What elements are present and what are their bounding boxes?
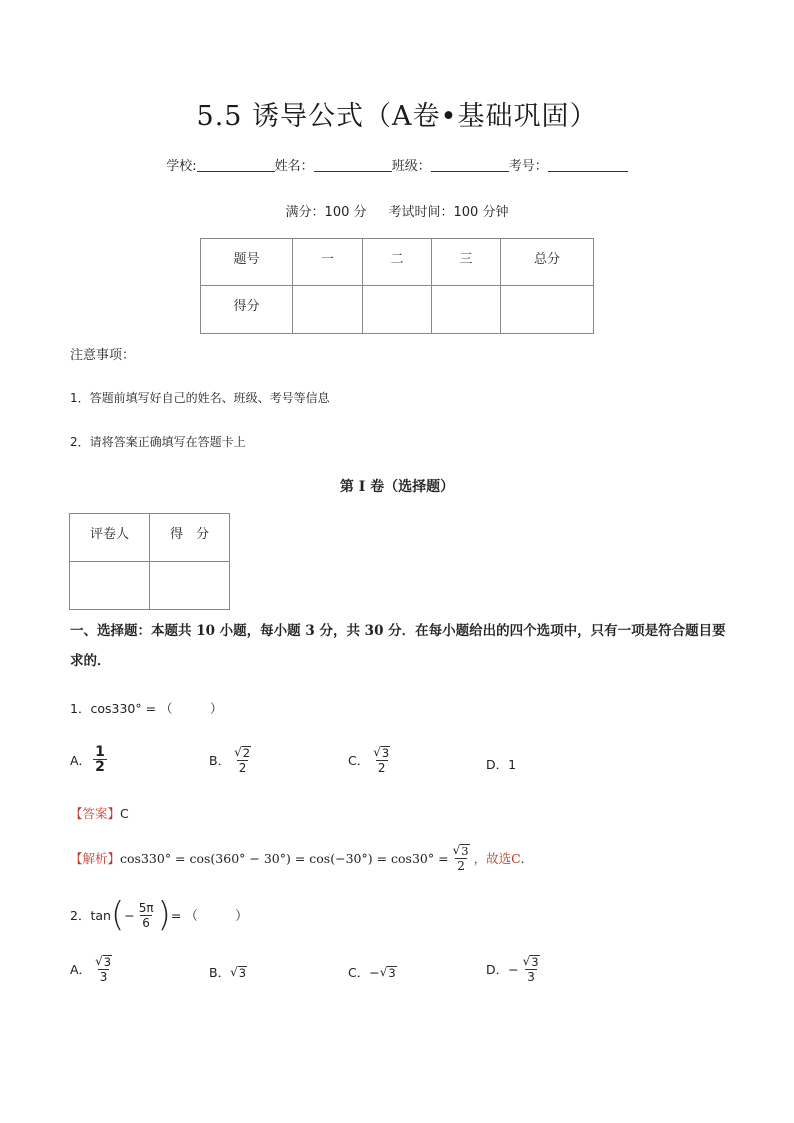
option-label: B． [209,965,231,980]
score-table [200,238,594,334]
question-text: cos330° = （ ） [90,701,223,716]
score-table-score-row [201,286,594,334]
radicand: 3 [531,955,539,969]
q1-answer [70,804,129,822]
part-one-intro: 一、选择题：本题共 10 小题，每小题 3 分，共 30 分．在每小题给出的四个选项中，只有一项是符合题目要求的． [70,623,726,669]
score-cell[interactable] [293,286,363,334]
grader-cell[interactable] [70,562,150,610]
denominator: 2 [377,761,386,775]
fraction [232,745,253,775]
denominator: 2 [95,759,105,775]
radicand: 2 [242,746,251,760]
grader-header: 评卷人 [70,514,150,562]
exam-time: 考试时间：100 分钟 [388,205,509,220]
q1-option-d[interactable] [486,755,516,773]
negative-sign: − [124,907,135,923]
right-paren: ) [157,895,171,935]
class-label: 班级： [391,159,431,174]
radicand: 3 [103,955,112,969]
note-item: 2．请将答案正确填写在答题卡上 [70,435,246,449]
section-title: 第 I 卷（选择题） [339,479,455,495]
denominator: 2 [238,761,247,775]
grader-table [69,513,230,610]
school-label: 学校: [166,159,197,174]
number-label: 考号： [508,159,548,174]
sqrt-symbol: √ 3 [452,843,469,858]
option-label: B． [209,753,231,768]
sqrt-symbol: √ 3 [522,954,539,969]
option-label: C． [348,753,370,768]
denominator: 2 [457,859,465,873]
sqrt-symbol: √ 3 [95,954,112,969]
score-cell[interactable] [432,286,501,334]
score-table-header: 一 [293,239,363,286]
student-info-line [0,155,794,174]
q2-option-d[interactable] [486,954,544,984]
option-label: A． [70,752,92,768]
denominator: 6 [142,915,150,930]
answer-tag: 【答案】 [70,806,121,821]
note-item: 1．答题前填写好自己的姓名、班级、考号等信息 [70,391,330,405]
score-table-header: 二 [363,239,432,286]
q1-option-b[interactable] [209,745,255,775]
score-row-label: 得分 [201,286,293,334]
grader-cell[interactable] [150,562,230,610]
score-table-header: 总分 [501,239,594,286]
radicand: 3 [388,965,396,980]
q2-option-b[interactable] [209,963,247,981]
analysis-conclusion: ，故选 [473,851,512,866]
negative-sign: − [369,964,380,980]
radicand: 3 [461,844,469,858]
score-table-header: 题号 [201,239,293,286]
option-label: C． [348,965,370,980]
analysis-period: . [520,850,525,866]
analysis-expression: cos330° = cos(360° − 30°) = cos(−30°) = cos30° = [120,850,449,866]
function-name: tan [90,907,111,923]
option-value: 1 [508,756,517,772]
q1-option-a[interactable] [70,745,109,774]
name-field[interactable] [314,157,392,172]
denominator: 3 [527,970,535,984]
number-field[interactable] [548,157,628,172]
question-tail: = （ ） [170,908,248,923]
grader-table-header-row [70,514,230,562]
fraction [451,843,472,873]
q2-option-c[interactable] [348,963,397,981]
numerator: 1 [95,744,105,760]
q1-option-c[interactable] [348,745,394,775]
question-1-stem [70,699,223,717]
analysis-tag: 【解析】 [70,851,121,866]
sqrt-symbol: √ 3 [230,964,247,980]
class-field[interactable] [431,157,509,172]
numerator: 5π [138,900,154,915]
notes-title: 注意事项： [70,348,136,363]
sqrt-symbol: √ 2 [234,745,251,760]
fraction [137,901,156,930]
grader-table-row [70,562,230,610]
score-cell[interactable] [501,286,594,334]
score-time-line [0,201,794,220]
score-table-header-row [201,239,594,286]
fraction [371,745,392,775]
denominator: 3 [99,970,108,984]
q1-analysis [70,843,525,873]
page-title: 5.5 诱导公式（A卷•基础巩固） [196,101,598,132]
radicand: 3 [381,746,390,760]
option-label: D． [486,757,509,772]
radicand: 3 [238,965,247,980]
school-field[interactable] [197,157,275,172]
option-label: A． [70,962,92,977]
left-paren: ( [110,895,125,935]
score-table-header: 三 [432,239,501,286]
fraction [93,954,114,984]
question-number: 2． [70,908,91,923]
sqrt-symbol: √ 3 [379,964,396,980]
full-score: 满分：100 分 [285,205,367,220]
sqrt-symbol: √ 3 [373,745,390,760]
grader-header: 得 分 [150,514,230,562]
question-2-stem [70,895,248,935]
question-number: 1． [70,701,91,716]
analysis-choice: C [511,850,521,866]
answer-value: C [120,806,129,821]
fraction [521,954,542,984]
fraction [93,745,107,774]
name-label: 姓名： [274,159,314,174]
q2-option-a[interactable] [70,954,116,984]
negative-sign: − [508,961,519,977]
option-label: D． [486,962,509,977]
score-cell[interactable] [363,286,432,334]
